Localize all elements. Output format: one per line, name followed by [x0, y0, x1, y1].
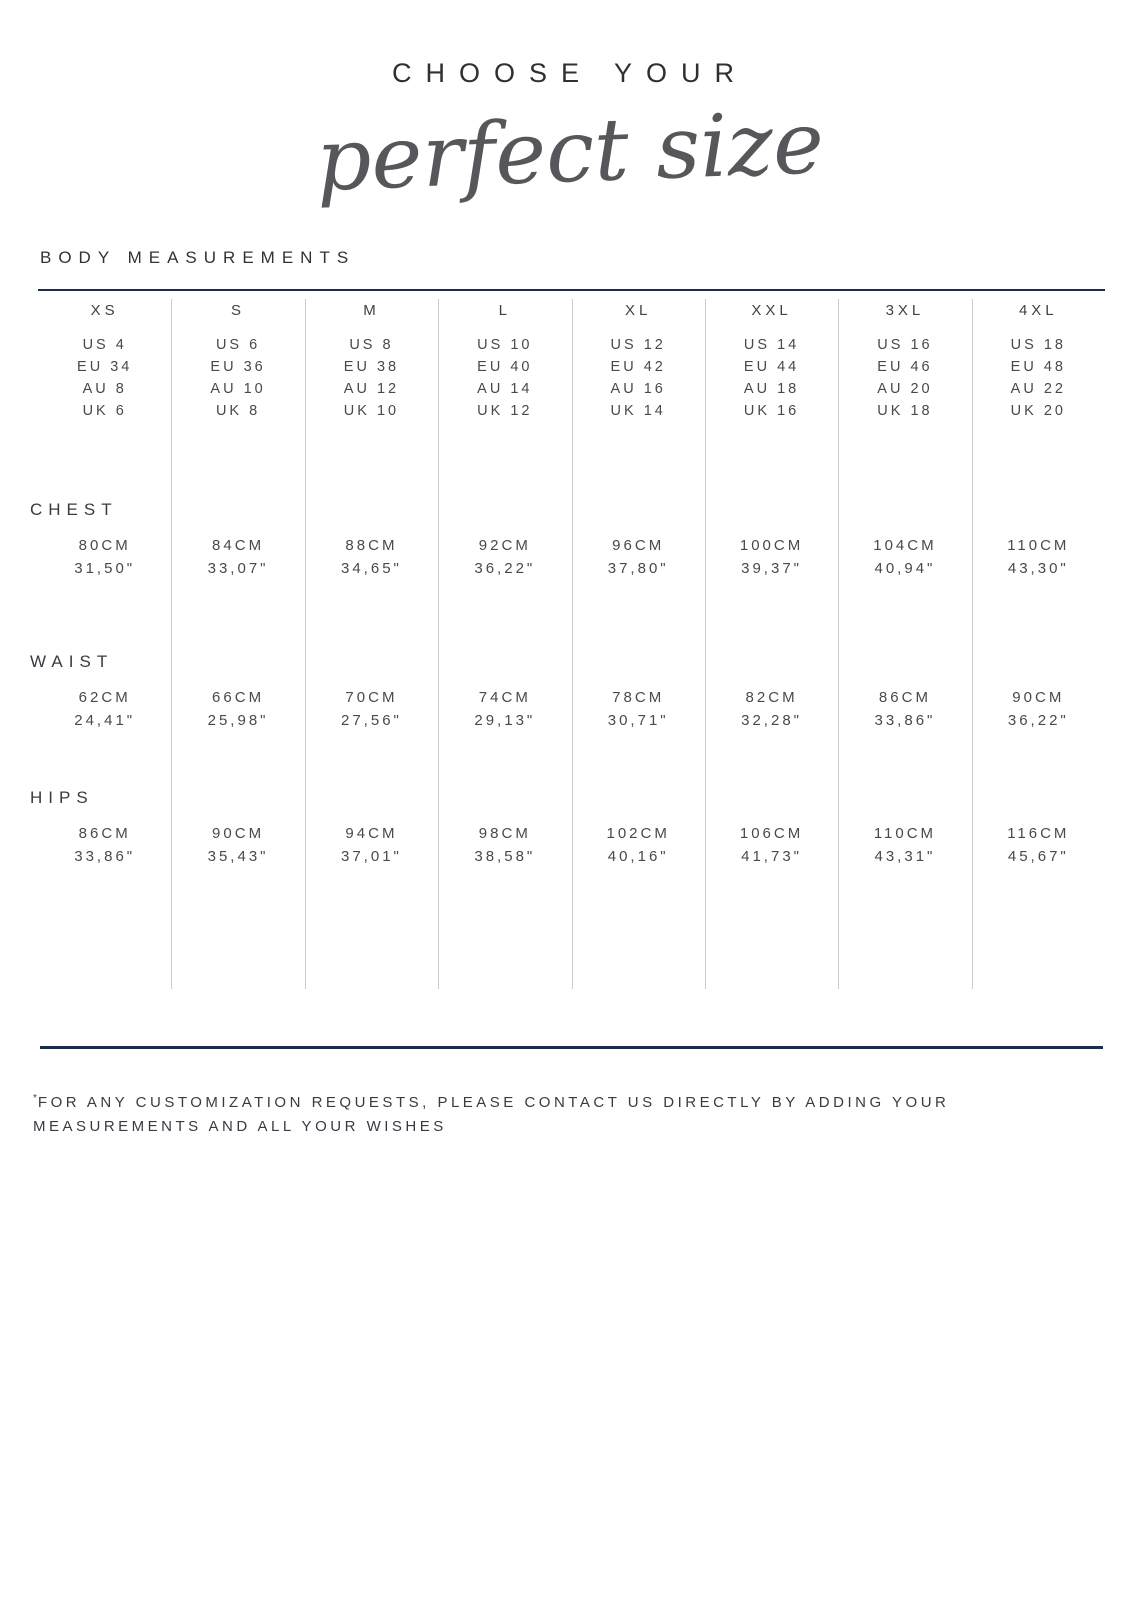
chest-inch-value: 33,07" — [207, 559, 269, 577]
waist-value-cell — [38, 686, 171, 732]
hips-inch-value: 41,73" — [741, 847, 802, 865]
column-divider — [572, 299, 573, 989]
size-conversion-line: AU 18 — [743, 380, 800, 397]
size-column-label: XS — [90, 301, 119, 319]
waist-value-cell — [838, 686, 971, 732]
size-table — [30, 291, 1105, 989]
size-conversion-line: US 8 — [349, 336, 394, 353]
size-conversion-line: EU 36 — [210, 358, 266, 375]
waist-inch-value: 32,28" — [741, 711, 802, 729]
chest-inch-value: 34,65" — [341, 559, 402, 577]
size-column-label: M — [363, 301, 380, 319]
waist-inch-value: 33,86" — [874, 711, 936, 729]
script-title: perfect size — [314, 93, 826, 211]
footnote-marker: * — [33, 1092, 38, 1104]
chest-cm-value: 80CM — [78, 536, 131, 554]
waist-cm-value: 78CM — [612, 688, 665, 706]
size-conversion-line: US 6 — [215, 336, 261, 353]
size-conversions-cell — [972, 334, 1105, 422]
row-label-hips: HIPS — [30, 787, 94, 807]
chest-cm-value: 92CM — [478, 536, 531, 554]
column-divider — [705, 299, 706, 989]
chest-cm-value: 88CM — [345, 536, 398, 554]
hips-cm-value: 94CM — [345, 824, 398, 842]
size-conversion-line: EU 42 — [610, 358, 666, 375]
size-conversion-line: AU 22 — [1010, 380, 1066, 397]
size-conversion-line: US 18 — [1010, 336, 1066, 353]
hips-inch-value: 38,58" — [474, 847, 536, 865]
column-divider — [305, 299, 306, 989]
size-conversion-line: UK 8 — [215, 402, 261, 419]
size-conversion-line: US 10 — [477, 336, 533, 353]
chest-cm-value: 96CM — [612, 536, 665, 554]
column-divider — [438, 299, 439, 989]
hips-inch-value: 45,67" — [1007, 847, 1069, 865]
chest-value-cell — [305, 534, 438, 580]
size-conversion-line: UK 18 — [877, 402, 933, 419]
footnote-line-2: MEASUREMENTS AND ALL YOUR WISHES — [33, 1117, 447, 1135]
chest-cm-value: 110CM — [1007, 536, 1070, 554]
chest-value-cell — [972, 534, 1105, 580]
row-label-chest: CHEST — [30, 499, 118, 519]
waist-value-cell — [171, 686, 304, 732]
size-conversion-line: US 4 — [82, 336, 127, 353]
hips-cm-value: 116CM — [1007, 824, 1070, 842]
size-conversions-cell — [838, 334, 971, 422]
chest-cm-value: 104CM — [873, 536, 937, 554]
size-conversion-line: UK 16 — [743, 402, 800, 419]
size-column-label: 3XL — [885, 301, 925, 319]
chest-inch-value: 43,30" — [1007, 559, 1069, 577]
waist-value-cell — [305, 686, 438, 732]
column-divider — [171, 299, 172, 989]
hips-cm-value: 102CM — [606, 824, 670, 842]
size-column-label: 4XL — [1018, 301, 1058, 319]
waist-inch-value: 27,56" — [341, 711, 402, 729]
waist-cm-value: 66CM — [212, 688, 265, 706]
hips-inch-value: 33,86" — [74, 847, 136, 865]
hips-cm-value: 90CM — [212, 824, 265, 842]
hips-inch-value: 35,43" — [207, 847, 269, 865]
waist-value-cell — [972, 686, 1105, 732]
size-conversions-cell — [438, 334, 571, 422]
hips-value-cell — [972, 822, 1105, 868]
size-conversion-line: AU 10 — [210, 380, 266, 397]
size-conversion-line: UK 20 — [1010, 402, 1066, 419]
size-conversion-line: EU 46 — [877, 358, 933, 375]
waist-value-cell — [438, 686, 571, 732]
chest-inch-value: 39,37" — [741, 559, 802, 577]
row-label-waist: WAIST — [30, 651, 114, 671]
waist-inch-value: 25,98" — [207, 711, 269, 729]
chest-inch-value: 31,50" — [74, 559, 136, 577]
size-conversion-line: UK 14 — [610, 402, 666, 419]
chest-value-cell — [572, 534, 705, 580]
waist-cm-value: 86CM — [878, 688, 931, 706]
waist-cm-value: 74CM — [478, 688, 531, 706]
section-title: BODY MEASUREMENTS — [40, 247, 356, 267]
hips-value-cell — [305, 822, 438, 868]
size-conversion-line: EU 38 — [343, 358, 400, 375]
size-column-label: XL — [625, 301, 652, 319]
hips-inch-value: 40,16" — [607, 847, 669, 865]
size-conversion-line: EU 48 — [1010, 358, 1066, 375]
chest-inch-value: 36,22" — [474, 559, 536, 577]
waist-cm-value: 70CM — [345, 688, 398, 706]
hips-value-cell — [171, 822, 304, 868]
size-conversion-line: AU 8 — [82, 380, 127, 397]
size-conversion-line: AU 20 — [877, 380, 933, 397]
size-conversion-line: EU 34 — [77, 358, 133, 375]
waist-cm-value: 90CM — [1012, 688, 1065, 706]
size-conversions-cell — [38, 334, 171, 422]
column-divider — [838, 299, 839, 989]
eyebrow-title: CHOOSE YOUR — [391, 58, 749, 88]
size-conversions-cell — [171, 334, 304, 422]
size-conversion-line: AU 16 — [610, 380, 666, 397]
column-divider — [972, 299, 973, 989]
size-conversion-line: EU 44 — [743, 358, 800, 375]
footnote — [33, 1087, 1140, 1139]
chest-value-cell — [438, 534, 571, 580]
waist-inch-value: 24,41" — [74, 711, 136, 729]
chest-inch-value: 40,94" — [874, 559, 936, 577]
size-conversion-line: US 12 — [610, 336, 666, 353]
hips-cm-value: 86CM — [78, 824, 131, 842]
bottom-divider-line — [40, 1046, 1103, 1049]
size-column-label: S — [231, 301, 246, 319]
size-conversion-line: AU 12 — [343, 380, 400, 397]
hips-value-cell — [705, 822, 838, 868]
size-conversion-line: AU 14 — [477, 380, 533, 397]
size-conversions-cell — [572, 334, 705, 422]
footnote-line-1: FOR ANY CUSTOMIZATION REQUESTS, PLEASE CONTACT US DIRECTLY BY ADDING YOUR — [37, 1093, 950, 1111]
hips-value-cell — [838, 822, 971, 868]
size-conversion-line: US 14 — [743, 336, 800, 353]
size-column-label: XXL — [751, 301, 792, 319]
hips-value-cell — [438, 822, 571, 868]
size-conversion-line: UK 12 — [477, 402, 533, 419]
size-conversion-line: US 16 — [877, 336, 933, 353]
waist-cm-value: 62CM — [78, 688, 131, 706]
chest-value-cell — [171, 534, 304, 580]
hips-value-cell — [38, 822, 171, 868]
waist-cm-value: 82CM — [745, 688, 798, 706]
chest-value-cell — [838, 534, 971, 580]
size-conversions-cell — [705, 334, 838, 422]
size-conversion-line: UK 6 — [82, 402, 127, 419]
waist-inch-value: 29,13" — [474, 711, 536, 729]
waist-value-cell — [572, 686, 705, 732]
chest-cm-value: 84CM — [212, 536, 265, 554]
hips-inch-value: 43,31" — [874, 847, 936, 865]
hips-value-cell — [572, 822, 705, 868]
waist-inch-value: 30,71" — [607, 711, 669, 729]
hips-cm-value: 98CM — [478, 824, 531, 842]
size-conversion-line: EU 40 — [477, 358, 533, 375]
hips-cm-value: 110CM — [873, 824, 937, 842]
hips-inch-value: 37,01" — [341, 847, 402, 865]
waist-value-cell — [705, 686, 838, 732]
chest-cm-value: 100CM — [739, 536, 804, 554]
chest-value-cell — [38, 534, 171, 580]
hips-cm-value: 106CM — [739, 824, 804, 842]
waist-inch-value: 36,22" — [1007, 711, 1069, 729]
size-conversions-cell — [305, 334, 438, 422]
chest-value-cell — [705, 534, 838, 580]
size-conversion-line: UK 10 — [343, 402, 400, 419]
size-column-label: L — [498, 301, 511, 319]
chest-inch-value: 37,80" — [607, 559, 669, 577]
